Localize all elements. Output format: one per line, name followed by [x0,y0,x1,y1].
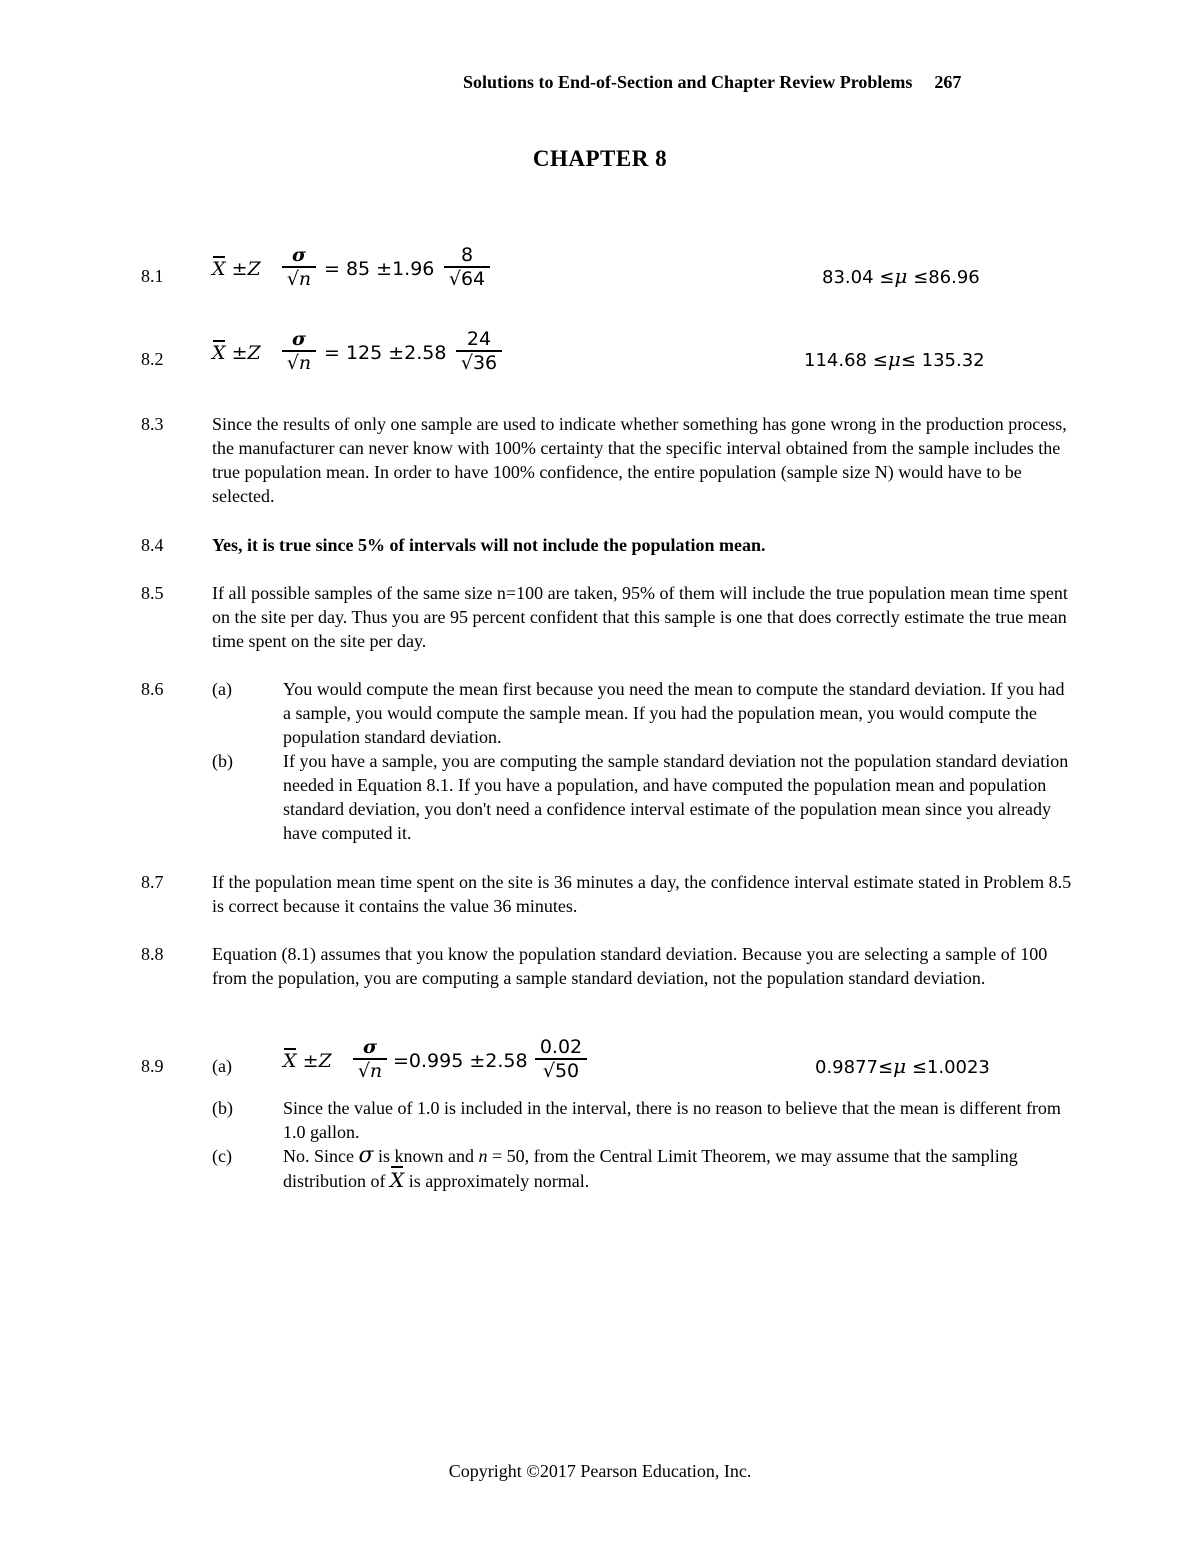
page-number: 267 [934,72,962,92]
x-bar-symbol: X [390,1168,405,1192]
numerator: 24 [466,328,492,350]
problem-text: Yes, it is true since 5% of intervals will not include the population mean. [212,535,766,555]
x-bar-symbol: X [212,258,226,280]
problem-number: 8.6 [141,679,164,699]
running-header [463,72,1063,93]
denominator: √36 [460,352,498,374]
part-text: Since the value of 1.0 is included in the interval, there is no reason to believe that the mean is different from 1.0 gallon. [283,1098,1061,1142]
mu-symbol: μ [893,1054,907,1078]
problem-text: Since the results of only one sample are used to indicate whether something has gone wrong in the production process, the manufacturer can never know with 100% certainty that the specific interval obtained from the sample includes the true population mean. In order to have 100% confidence, the entire population (sample size N) would have to be selected. [212,414,1067,506]
fraction-002-over-root-50 [535,1036,587,1082]
problem-number: 8.2 [141,349,164,369]
x-bar-symbol: X [212,342,226,364]
ci-upper: 135.32 [921,350,985,371]
root-n: √n [286,352,312,374]
fraction-8-over-root-64 [444,244,490,290]
part-text: You would compute the mean first because you need the mean to compute the standard deviation. If you had a sample, you would compute the sample mean. If you had the population mean, you would compute the population standard deviation. [283,679,1065,747]
le-symbol: ≤ [879,267,895,288]
part-text [283,1144,1073,1193]
part-label: (c) [212,1146,232,1166]
numerator: 0.02 [539,1036,583,1058]
text-run: is approximately normal. [408,1171,590,1191]
part-label: (a) [212,1056,232,1076]
problem-text: If the population mean time spent on the site is 36 minutes a day, the confidence interval estimate stated in Problem 8.5 is correct because it contains the value 36 minutes. [212,872,1072,916]
problem-8-5 [141,581,1071,653]
equals-expression: = 125 ±2.58 [324,342,447,364]
mu-symbol: μ [887,347,901,371]
part-label: (a) [212,679,232,699]
problem-8-6 [141,677,1071,847]
part-label: (b) [212,1098,233,1118]
ci-upper: 86.96 [928,267,980,288]
plus-minus-z: ±Z [231,342,261,364]
running-title: Solutions to End-of-Section and Chapter Review Problems [463,72,913,92]
text-run: No. Since [283,1146,354,1166]
sigma-symbol: σ [291,244,306,266]
plus-minus-z: ±Z [231,258,261,280]
confidence-interval-8-1 [822,264,980,288]
ci-lower: 114.68 [804,350,867,371]
problem-8-8 [141,942,1071,1014]
ci-lower: 83.04 [822,267,874,288]
le-symbol: ≤ [911,1057,927,1078]
sigma-symbol: σ [291,328,306,350]
problem-8-7 [141,870,1071,918]
copyright-footer: Copyright ©2017 Pearson Education, Inc. [448,1461,752,1481]
formula-8-9 [283,1036,603,1100]
confidence-interval-8-2 [804,347,985,371]
part-text: If you have a sample, you are computing the sample standard deviation not the population standard deviation needed in Equation 8.1. If you have a population, and have computed the population mean and population standard deviation, you don't need a confidence interval estimate of the population mean since you already have computed it. [283,751,1069,843]
problem-number: 8.4 [141,535,164,555]
text-run: = 50, from the Central Limit Theorem, we may assume that the sampling distribution of [283,1146,1018,1191]
le-symbol: ≤ [900,350,916,371]
root-n: √n [357,1060,383,1082]
problem-number: 8.9 [141,1056,164,1076]
problem-8-3 [141,412,1071,512]
problem-8-4 [141,533,1071,557]
n-symbol: n [478,1146,488,1166]
sigma-over-root-n [282,328,316,374]
le-symbol: ≤ [872,350,888,371]
x-bar-symbol: X [283,1050,297,1072]
ci-lower: 0.9877 [815,1057,878,1078]
denominator: √64 [448,268,486,290]
equals-expression: = 85 ±1.96 [324,258,435,280]
le-symbol: ≤ [877,1057,894,1078]
ci-upper: 1.0023 [926,1057,990,1078]
formula-8-1 [212,244,512,308]
problem-number: 8.3 [141,414,164,434]
root-n: √n [286,268,312,290]
denominator: √50 [542,1060,580,1082]
sigma-symbol: σ [358,1143,374,1168]
mu-symbol: μ [894,264,908,288]
chapter-title: CHAPTER 8 [532,146,668,171]
sigma-over-root-n [353,1036,387,1082]
fraction-24-over-root-36 [456,328,502,374]
problem-number: 8.5 [141,583,164,603]
problem-text: If all possible samples of the same size n=100 are taken, 95% of them will include the true population mean time spent on the site per day. Thus you are 95 percent confident that this sample is one that does correctly estimate the true mean time spent on the site per day. [212,583,1068,651]
problem-number: 8.7 [141,872,164,892]
formula-8-2 [212,328,522,392]
equals-expression: =0.995 ±2.58 [393,1050,528,1072]
part-label: (b) [212,751,233,771]
numerator: 8 [460,244,474,266]
problem-number: 8.8 [141,944,164,964]
plus-minus-z: ±Z [302,1050,332,1072]
sigma-over-root-n [282,244,316,290]
sigma-symbol: σ [362,1036,377,1058]
confidence-interval-8-9 [815,1054,990,1078]
text-run: is known and [378,1146,475,1166]
problem-text: Equation (8.1) assumes that you know the population standard deviation. Because you are selecting a sample of 100 from the population, you are computing a sample standard deviation, not the population standard deviation. [212,944,1048,988]
problem-number: 8.1 [141,266,164,286]
le-symbol: ≤ [913,267,929,288]
